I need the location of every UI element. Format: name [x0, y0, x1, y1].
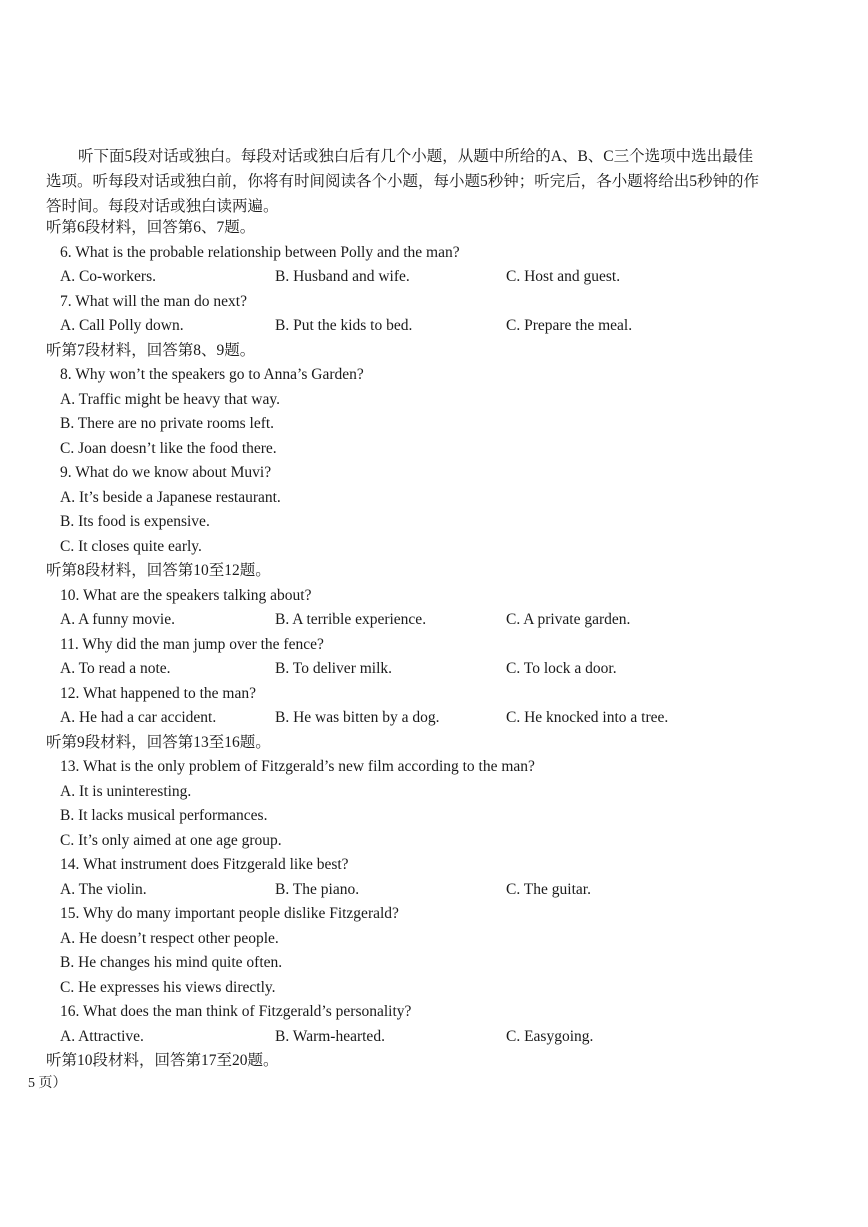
question-stem: 13. What is the only problem of Fitzgerald’s new film according to the man?: [60, 758, 535, 775]
option-a: A. Co-workers.: [60, 268, 156, 285]
page-footer: 5 页）: [28, 1076, 67, 1091]
option-a: A. Traffic might be heavy that way.: [60, 390, 280, 408]
question-list: [46, 216, 806, 1074]
option-row: [46, 1025, 806, 1050]
option-b: B. He was bitten by a dog.: [275, 709, 440, 726]
question-stem: 8. Why won’t the speakers go to Anna’s Garden?: [60, 366, 364, 383]
option-c: C. Host and guest.: [506, 268, 621, 285]
question-stem: 14. What instrument does Fitzgerald like best?: [60, 856, 349, 873]
option-a: A. The violin.: [60, 880, 147, 898]
option-b: B. Put the kids to bed.: [275, 317, 413, 334]
option-a: A. It’s beside a Japanese restaurant.: [60, 488, 281, 506]
option-row: [46, 608, 806, 633]
option-a: A. To read a note.: [60, 660, 171, 677]
option-b: B. The piano.: [275, 880, 360, 898]
question-stem: 6. What is the probable relationship between Polly and the man?: [60, 243, 460, 261]
option-b: B. To deliver milk.: [275, 660, 393, 677]
option-row: [46, 878, 806, 903]
option-a: A. He had a car accident.: [60, 709, 217, 726]
option-c: C. It closes quite early.: [60, 537, 202, 555]
option-a: A. A funny movie.: [60, 611, 175, 628]
option-c: C. Joan doesn’t like the food there.: [60, 439, 277, 457]
option-c: C. To lock a door.: [506, 660, 617, 677]
question-stem: 16. What does the man think of Fitzgerald’s personality?: [60, 1003, 412, 1020]
section-heading: 听第10段材料，回答第17至20题。: [46, 1052, 279, 1069]
option-a: A. He doesn’t respect other people.: [60, 929, 279, 947]
instructions: 听下面5段对话或独白。每段对话或独白后有几个小题，从题中所给的A、B、C三个选项中选出最佳选项。听每段对话或独白前，你将有时间阅读各个小题，每小题5秒钟；听完后，各小题将给出5秒钟的作答时间。每段对话或独白读两遍。: [46, 148, 760, 215]
question-stem: 12. What happened to the man?: [60, 684, 256, 702]
option-b: B. He changes his mind quite often.: [60, 954, 283, 971]
section-heading: 听第7段材料，回答第8、9题。: [46, 341, 256, 359]
option-b: B. It lacks musical performances.: [60, 807, 268, 824]
option-b: B. Husband and wife.: [275, 268, 410, 285]
question-stem: 7. What will the man do next?: [60, 292, 247, 310]
option-a: A. Attractive.: [60, 1027, 144, 1045]
option-row: [46, 706, 806, 731]
option-row: [46, 657, 806, 682]
question-stem: 10. What are the speakers talking about?: [60, 586, 312, 604]
option-c: C. Prepare the meal.: [506, 317, 633, 334]
option-row: [46, 314, 806, 339]
option-c: C. Easygoing.: [506, 1027, 594, 1045]
question-stem: 11. Why did the man jump over the fence?: [60, 635, 324, 653]
option-c: C. He expresses his views directly.: [60, 978, 276, 996]
option-a: A. Call Polly down.: [60, 317, 184, 334]
option-b: B. Warm-hearted.: [275, 1027, 385, 1045]
option-c: C. The guitar.: [506, 880, 591, 898]
option-c: C. He knocked into a tree.: [506, 709, 669, 726]
question-stem: 9. What do we know about Muvi?: [60, 464, 272, 481]
question-stem: 15. Why do many important people dislike Fitzgerald?: [60, 905, 399, 922]
option-b: B. There are no private rooms left.: [60, 415, 275, 432]
option-c: C. A private garden.: [506, 611, 631, 628]
option-b: B. A terrible experience.: [275, 611, 427, 628]
option-b: B. Its food is expensive.: [60, 513, 210, 530]
option-row: [46, 265, 806, 290]
option-c: C. It’s only aimed at one age group.: [60, 831, 282, 849]
option-a: A. It is uninteresting.: [60, 782, 192, 800]
section-heading: 听第9段材料，回答第13至16题。: [46, 733, 271, 751]
section-heading: 听第8段材料，回答第10至12题。: [46, 562, 271, 579]
section-heading: 听第6段材料，回答第6、7题。: [46, 219, 256, 236]
